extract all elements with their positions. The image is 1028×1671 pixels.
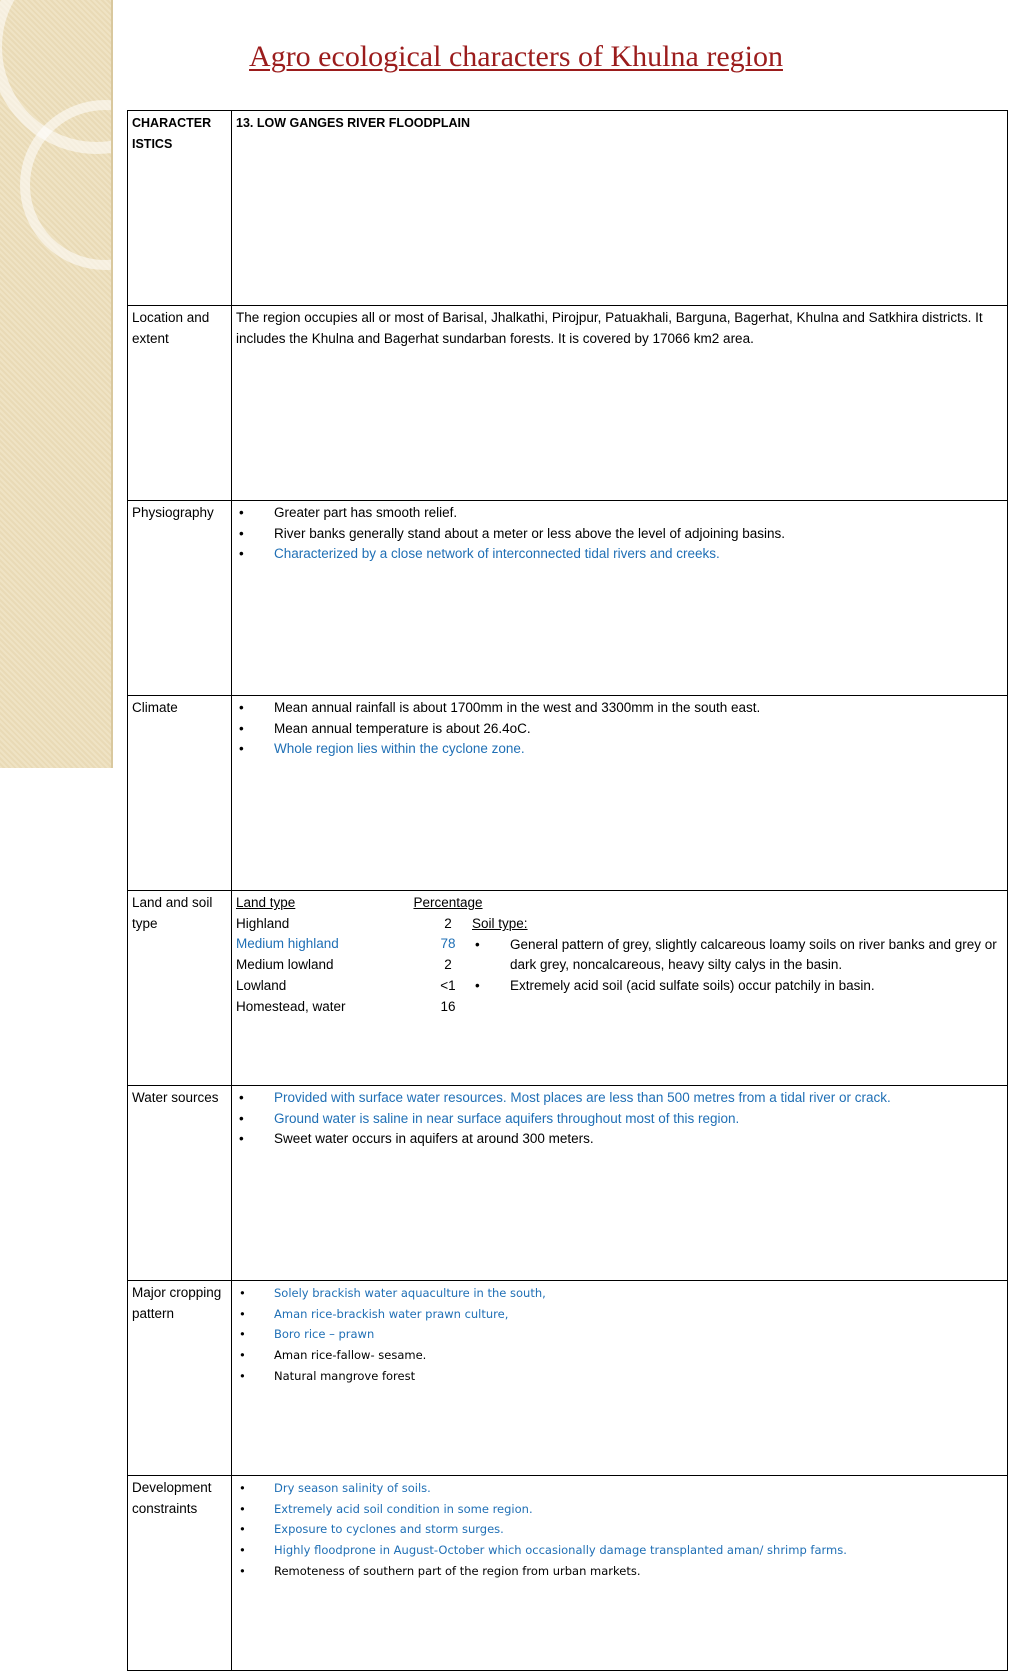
soil-type-title: Soil type: [472,916,528,931]
row-label: Major cropping pattern [128,1281,232,1476]
slide-title: Agro ecological characters of Khulna region [249,40,783,73]
header-characteristics: CHARACTER ISTICS [128,111,232,306]
list-item: • Aman rice-brackish water prawn culture, [236,1304,1003,1325]
land-type-heading: Land type [236,895,296,910]
row-label: Development constraints [128,1476,232,1671]
cropping-cell [232,1281,1008,1476]
list-item: • Highly floodprone in August-October which occasionally damage transplanted aman/ shrimp farms. [236,1540,1003,1561]
row-label: Climate [128,696,232,891]
list-item: • River banks generally stand about a meter or less above the level of adjoining basins. [236,524,1003,545]
climate-list [236,698,1003,760]
land-type: Homestead, water [236,998,346,1014]
list-item: • Extremely acid soil condition in some region. [236,1499,1003,1520]
slide-title-container [4,40,1028,74]
land-type-row [236,914,488,935]
row-label: Land and soil type [128,891,232,1086]
list-item: • Provided with surface water resources. Most places are less than 500 metres from a tidal river or crack. [236,1088,1003,1109]
land-type: Medium highland [236,936,339,952]
physiography-cell [232,501,1008,696]
land-soil-cell [232,891,1008,1086]
side-panel-edge [111,0,113,768]
constraints-list [236,1478,1003,1582]
list-item: • Exposure to cyclones and storm surges. [236,1519,1003,1540]
list-item: • General pattern of grey, slightly calcareous loamy soils on river banks and grey or dark grey, noncalcareous, heavy silty calys in the basin. [472,935,1012,976]
location-text: The region occupies all or most of Barisal, Jhalkathi, Pirojpur, Patuakhali, Barguna, Bagerhat, Khulna and Satkhira districts. It includes the Khulna and Bagerhat sundarban forests. It is covered by 17066 km2 area. [232,306,1008,501]
land-type-row [236,934,488,955]
land-type: Lowland [236,977,287,993]
row-label: Location and extent [128,306,232,501]
table-row [128,1281,1008,1476]
table-row [128,1086,1008,1281]
list-item: • Whole region lies within the cyclone zone. [236,739,1003,760]
land-type-table [236,893,488,1017]
percentage-heading: Percentage [413,895,483,910]
land-type: Medium lowland [236,957,334,973]
list-item: • Mean annual temperature is about 26.4oC. [236,719,1003,740]
list-item: • Solely brackish water aquaculture in the south, [236,1283,1003,1304]
row-label: Physiography [128,501,232,696]
list-item: • Greater part has smooth relief. [236,503,1003,524]
table-header-row [128,111,1008,306]
soil-type-block [472,914,1012,997]
land-percentage: 2 [444,915,452,931]
list-item: • Extremely acid soil (acid sulfate soils) occur patchily in basin. [472,976,1012,997]
land-type-row [236,976,488,997]
soil-type-list [472,935,1012,997]
decorative-side-panel [0,0,113,768]
table-row [128,1476,1008,1671]
land-percentage: <1 [440,977,456,993]
table-row [128,891,1008,1086]
constraints-cell [232,1476,1008,1671]
land-percentage: 2 [444,957,452,973]
physiography-list [236,503,1003,565]
list-item: • Aman rice-fallow- sesame. [236,1345,1003,1366]
row-label: Water sources [128,1086,232,1281]
table-row [128,306,1008,501]
header-region: 13. LOW GANGES RIVER FLOODPLAIN [232,111,1008,306]
land-percentage: 78 [440,936,456,952]
list-item: • Natural mangrove forest [236,1366,1003,1387]
land-type-header [236,893,488,914]
land-type-row [236,997,488,1018]
list-item: • Remoteness of southern part of the region from urban markets. [236,1561,1003,1582]
water-list [236,1088,1003,1150]
climate-cell [232,696,1008,891]
table-row [128,696,1008,891]
land-soil-wrap [236,893,1003,1027]
table-row [128,501,1008,696]
list-item: • Mean annual rainfall is about 1700mm in the west and 3300mm in the south east. [236,698,1003,719]
list-item: • Boro rice – prawn [236,1324,1003,1345]
land-type: Highland [236,915,290,931]
land-type-row [236,955,488,976]
list-item: • Sweet water occurs in aquifers at around 300 meters. [236,1129,1003,1150]
water-cell [232,1086,1008,1281]
list-item: • Dry season salinity of soils. [236,1478,1003,1499]
characteristics-table [127,110,1008,1671]
land-percentage: 16 [440,998,456,1014]
cropping-list [236,1283,1003,1387]
list-item: • Ground water is saline in near surface aquifers throughout most of this region. [236,1109,1003,1130]
list-item: • Characterized by a close network of interconnected tidal rivers and creeks. [236,544,1003,565]
